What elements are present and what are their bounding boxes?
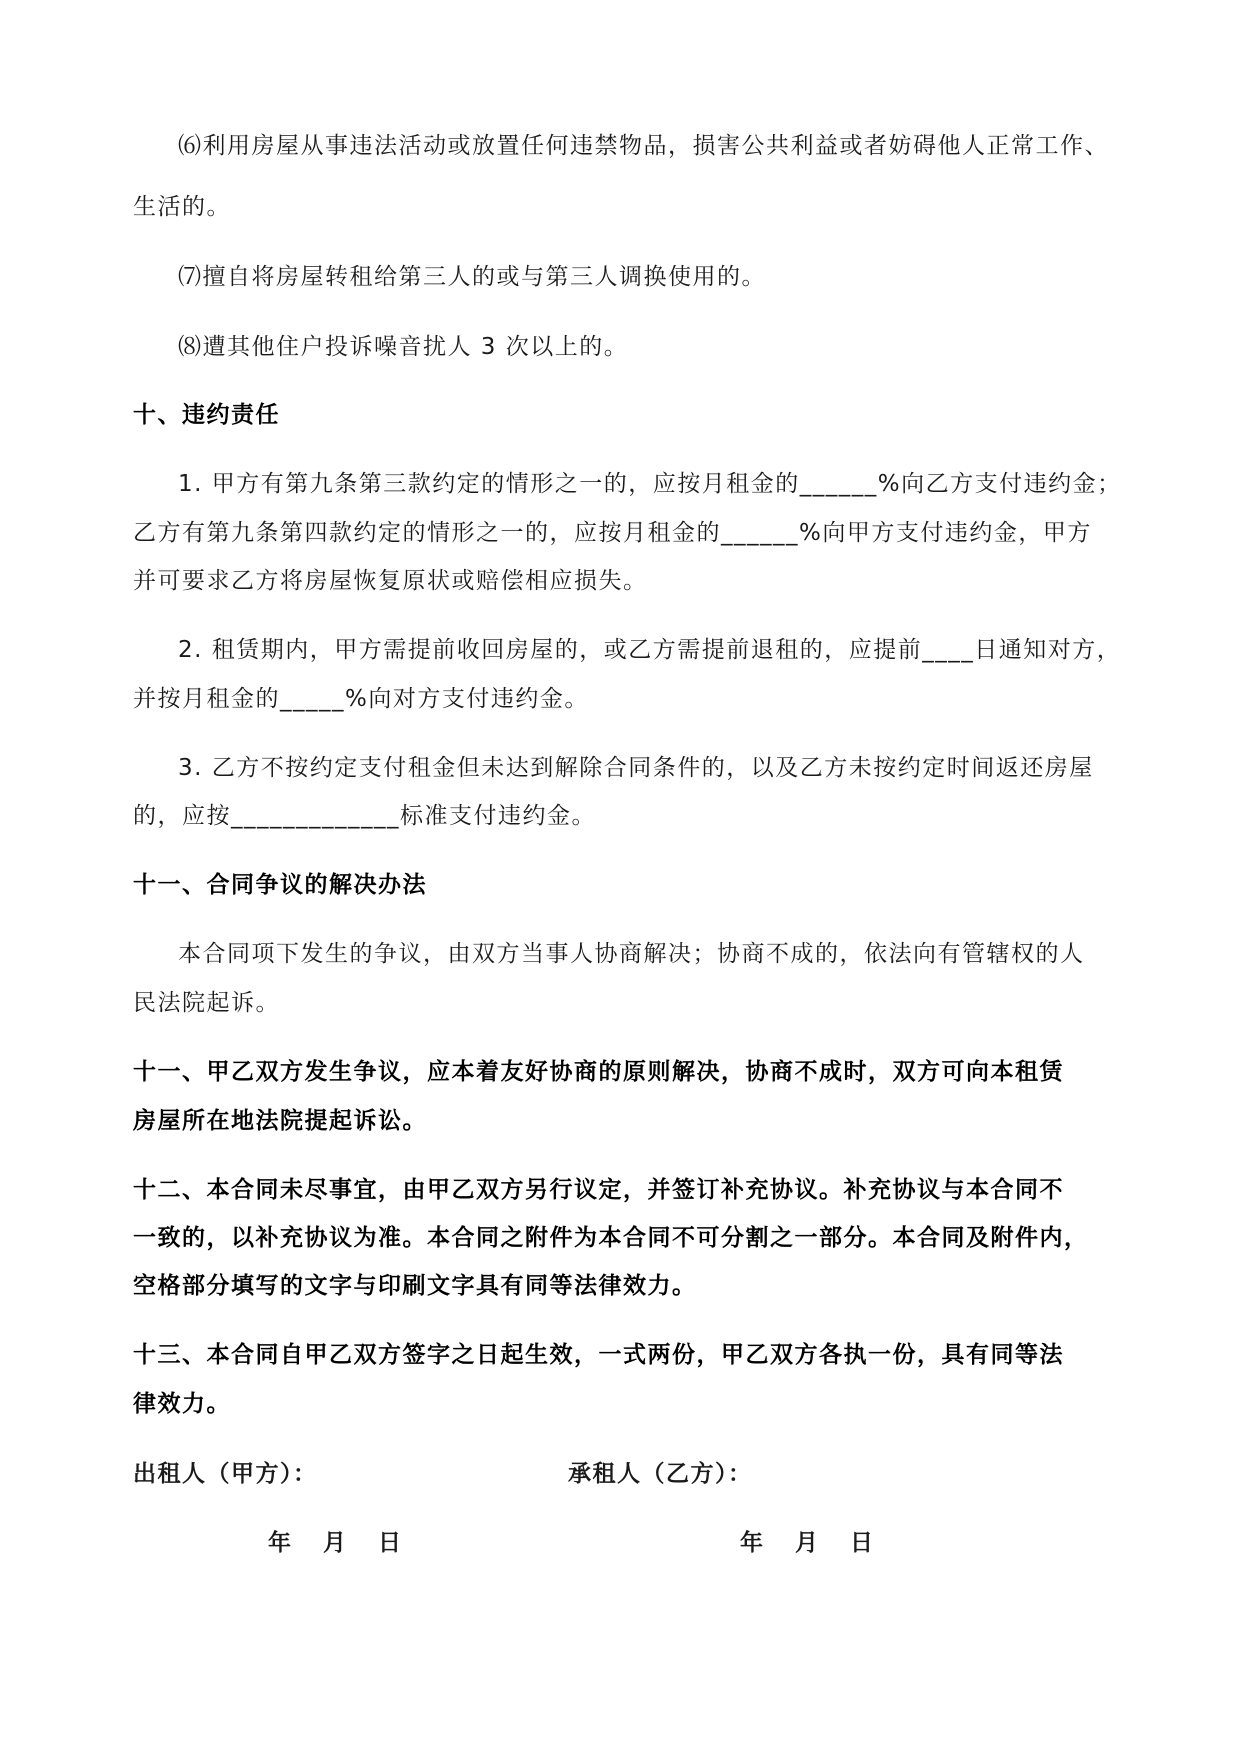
breach-item-2-line-2: 并按月租金的_____%向对方支付违约金。 bbox=[133, 686, 589, 712]
clause-9-item-6-line-1: ⑹利用房屋从事违法活动或放置任何违禁物品，损害公共利益或者妨碍他人正常工作、 bbox=[178, 133, 1109, 159]
clause-12-line-1: 十二、本合同未尽事宜，由甲乙双方另行议定，并签订补充协议。补充协议与本合同不 bbox=[133, 1177, 1064, 1203]
clause-11-line-2: 房屋所在地法院提起诉讼。 bbox=[133, 1108, 427, 1134]
clause-12-line-2: 一致的，以补充协议为准。本合同之附件为本合同不可分割之一部分。本合同及附件内， bbox=[133, 1225, 1089, 1251]
breach-item-1-line-1: 1. 甲方有第九条第三款约定的情形之一的，应按月租金的______%向乙方支付违约金； bbox=[178, 471, 1122, 497]
clause-9-item-6-line-2: 生活的。 bbox=[133, 194, 231, 220]
clause-9-item-8: ⑻遭其他住户投诉噪音扰人 3 次以上的。 bbox=[178, 334, 629, 360]
breach-item-1-line-2: 乙方有第九条第四款约定的情形之一的，应按月租金的______%向甲方支付违约金，甲方 bbox=[133, 520, 1092, 546]
lessee-date: 年 月 日 bbox=[740, 1530, 874, 1556]
clause-11-line-1: 十一、甲乙双方发生争议，应本着友好协商的原则解决，协商不成时，双方可向本租赁 bbox=[133, 1059, 1064, 1085]
lessee-signature-label: 承租人（乙方）： bbox=[568, 1461, 753, 1487]
dispute-text-line-2: 民法院起诉。 bbox=[133, 990, 280, 1016]
clause-13-line-2: 律效力。 bbox=[133, 1391, 231, 1417]
clause-13-line-1: 十三、本合同自甲乙双方签字之日起生效，一式两份，甲乙双方各执一份，具有同等法 bbox=[133, 1342, 1064, 1368]
breach-item-3-line-2: 的，应按_____________标准支付违约金。 bbox=[133, 803, 596, 829]
section-heading-dispute: 十一、合同争议的解决办法 bbox=[133, 872, 427, 898]
clause-9-item-7: ⑺擅自将房屋转租给第三人的或与第三人调换使用的。 bbox=[178, 264, 766, 290]
lessor-date: 年 月 日 bbox=[268, 1530, 402, 1556]
breach-item-3-line-1: 3. 乙方不按约定支付租金但未达到解除合同条件的，以及乙方未按约定时间返还房屋 bbox=[178, 755, 1094, 781]
clause-12-line-3: 空格部分填写的文字与印刷文字具有同等法律效力。 bbox=[133, 1273, 697, 1299]
section-heading-breach: 十、违约责任 bbox=[133, 402, 280, 428]
breach-item-1-line-3: 并可要求乙方将房屋恢复原状或赔偿相应损失。 bbox=[133, 568, 648, 594]
lessor-signature-label: 出租人（甲方）： bbox=[133, 1461, 318, 1487]
dispute-text-line-1: 本合同项下发生的争议，由双方当事人协商解决；协商不成的，依法向有管辖权的人 bbox=[178, 941, 1085, 967]
breach-item-2-line-1: 2. 租赁期内，甲方需提前收回房屋的，或乙方需提前退租的，应提前____日通知对方， bbox=[178, 637, 1122, 663]
